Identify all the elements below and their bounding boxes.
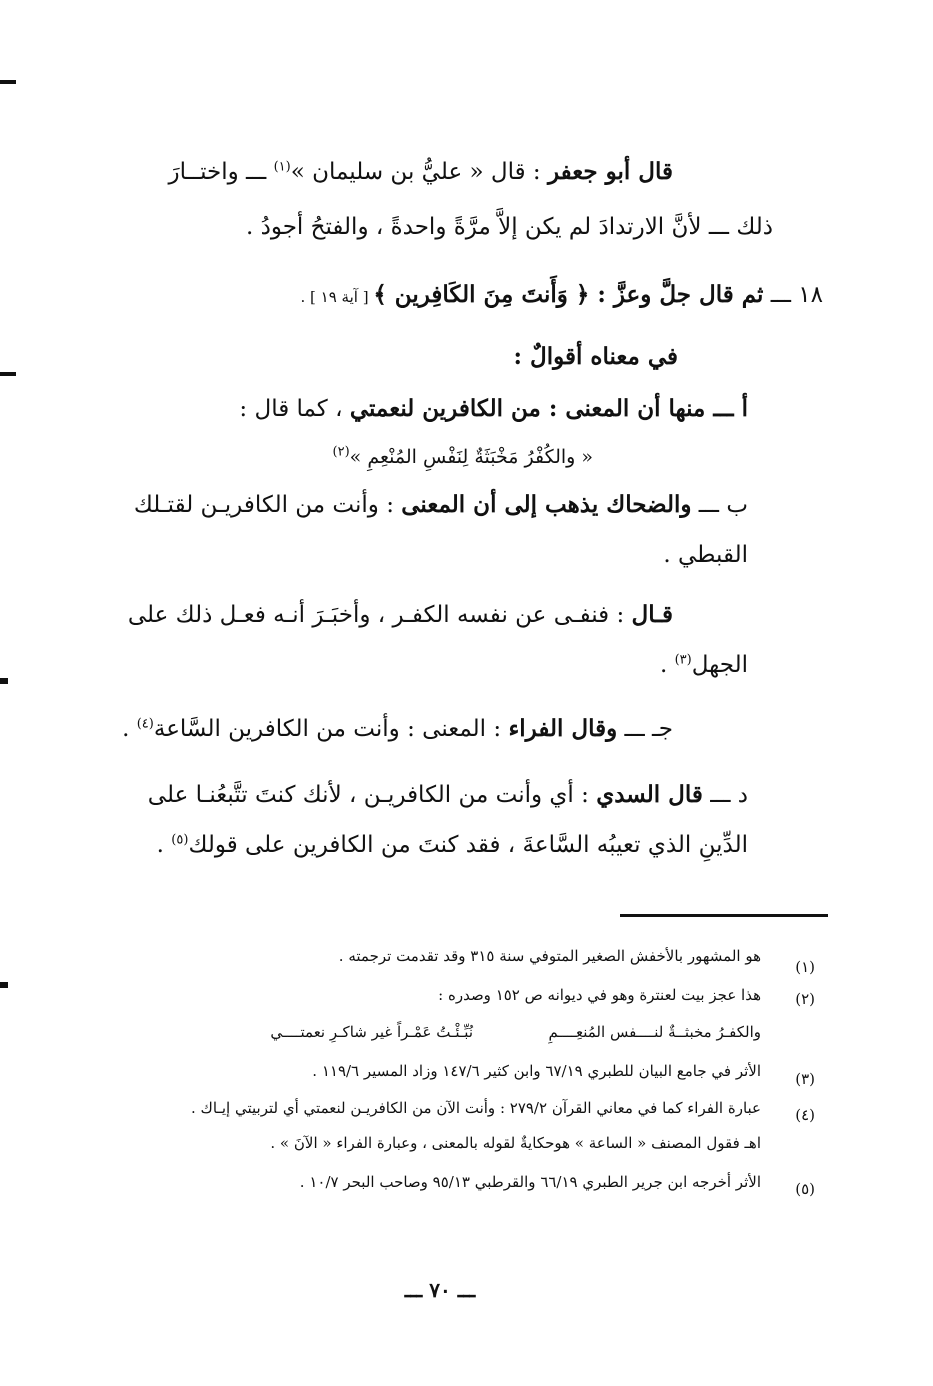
footnote-text: اهـ فقول المصنف « الساعة » هوحكايةٌ لقوله بالمعنى ، وعبارة الفراء « الآنَ » . — [270, 1134, 761, 1152]
section-heading: في معناه أقوالٌ : — [513, 343, 678, 370]
speaker-name: قال أبو جعفر — [547, 158, 673, 185]
footnote-text: الأثر في جامع البيان للطبري ٦٧/١٩ وابن كثير ١٤٧/٦ وزاد المسير ١١٩/٦ . — [312, 1062, 761, 1080]
margin-mark — [0, 982, 8, 988]
text-line: الجهل$^{(٣)}$ . — [659, 652, 748, 678]
text-line: أ ـــ منها أن المعنى : من الكافرين لنعمتي ، كما قال : — [239, 395, 748, 422]
footnote-text: الأثر أخرجه ابن جرير الطبري ٦٦/١٩ والقرطبي ٩٥/١٣ وصاحب البحر ١٠/٧ . — [299, 1173, 761, 1191]
footnote-text: هذا عجز بيت لعنترة وهو في ديوانه ص ١٥٢ وصدره : — [438, 986, 761, 1004]
footnote-number: (٤) — [795, 1106, 815, 1124]
footnote-text: عبارة الفراء كما في معاني القرآن ٢٧٩/٢ : وأنت الآن من الكافريـن لنعمتي أي لتربيتي إيـاك . — [191, 1099, 761, 1117]
footnote-ref[interactable]: (٢) — [332, 444, 350, 460]
text-line: قال أبو جعفر : قال « عليُّ بن سليمان »$^{(١)}$ ـــ واختــارَ — [168, 158, 673, 185]
footnote-ref[interactable]: (١) — [273, 159, 291, 175]
text-line: د ـــ قال السدي : أي وأنت من الكافريـن ، لأنك كنتَ تتَّبعُنـا على — [147, 781, 748, 808]
text-line: جـ ـــ وقال الفراء : المعنى : وأنت من الكافرين السَّاعة$^{(٤)}$ . — [122, 715, 673, 742]
margin-mark — [0, 678, 8, 684]
text-line: الدِّينِ الذي تعيبُه السَّاعةَ ، فقد كنتَ من الكافرين على قولك$^{(٥)}$ . — [156, 832, 748, 858]
footnote-separator — [620, 914, 828, 917]
margin-mark — [0, 372, 16, 376]
footnote-ref[interactable]: (٣) — [674, 652, 692, 668]
text-line: ب ـــ والضحاك يذهب إلى أن المعنى : وأنت من الكافريـن لقتـلك — [133, 491, 748, 518]
footnote-verse-first: نُبِّـئْـتُ عَمْـراً غير شاكـرِ نعمتــــي — [270, 1023, 473, 1041]
footnote-number: (١) — [795, 958, 815, 976]
page-number: ـــ ٧٠ ـــ — [404, 1278, 476, 1302]
footnote-verse-second: والكفـرُ مخبثــةٌ لنــــفس المُنعِــــمِ — [548, 1023, 761, 1041]
text-line: قـال : فنفـى عن نفسه الكفـر ، وأخبَـرَ أنـه فعـل ذلك على — [127, 601, 673, 628]
verse-heading: ١٨ ـــ ثم قال جلَّ وعزَّ : ﴿ وَأَنتَ مِنَ الكَافِرين ﴾ [ آية ١٩ ] . — [300, 281, 823, 308]
footnote-number: (٥) — [795, 1180, 815, 1198]
footnote-text: هو المشهور بالأخفش الصغير المتوفي سنة ٣١٥ وقد تقدمت ترجمته . — [338, 947, 761, 965]
text-line: القبطي . — [663, 542, 748, 568]
margin-mark — [0, 80, 16, 84]
footnote-number: (٣) — [795, 1070, 815, 1088]
footnote-number: (٢) — [795, 990, 815, 1008]
text-line: ذلك ـــ لأنَّ الارتدادَ لم يكن إلاَّ مرَّةً واحدةً ، والفتحُ أجودُ . — [245, 214, 773, 240]
footnote-ref[interactable]: (٥) — [171, 832, 189, 848]
footnote-ref[interactable]: (٤) — [136, 716, 154, 732]
poetry-quote: « والكُفْرُ مَخْبَثَةٌ لِنَفْسِ المُنْعِمِ »$^{(٢)}$ — [332, 444, 593, 468]
